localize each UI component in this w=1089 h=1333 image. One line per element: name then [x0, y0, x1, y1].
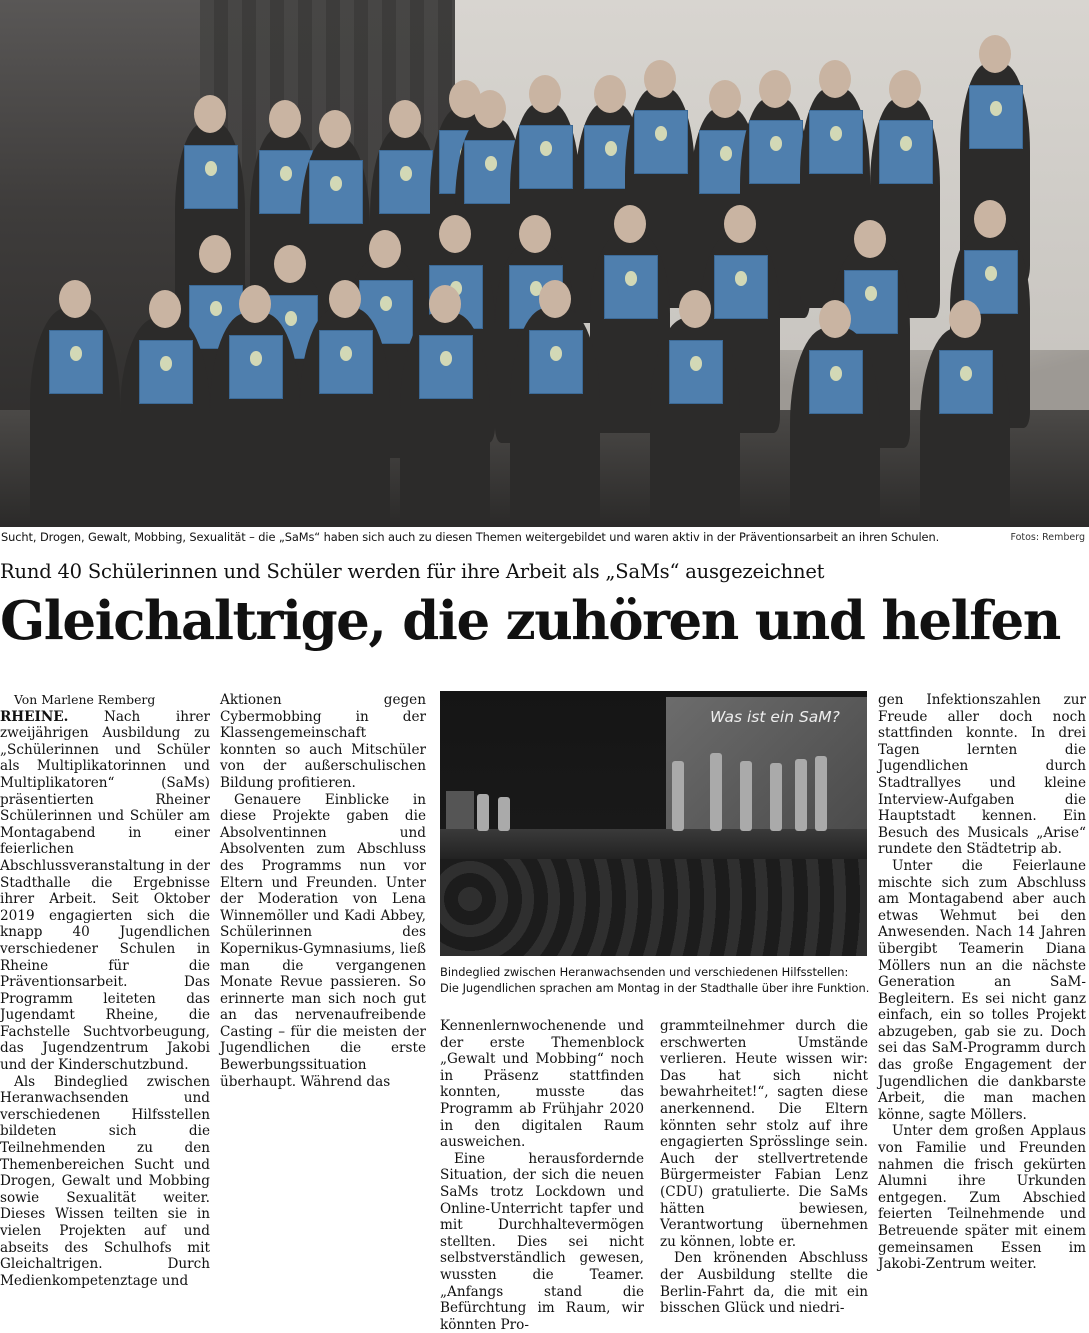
paragraph: Kennenlernwochenende und der erste Themenblock „Gewalt und Mobbing“ noch in Präsenz stattfinden konnten, musste das Programm ab Frühjahr 2020 in den digitalen Raum ausweichen.: [440, 1018, 644, 1151]
person-head: [889, 70, 921, 108]
article-column-5: [878, 692, 1086, 1273]
certificate-folder: [184, 145, 238, 209]
stage-person: [477, 794, 489, 831]
byline: Von Marlene Remberg: [14, 692, 156, 707]
person-head: [724, 205, 756, 243]
stage-person: [498, 797, 510, 831]
person-head: [594, 75, 626, 113]
person-head: [539, 280, 571, 318]
person-head: [194, 95, 226, 133]
person-head: [819, 300, 851, 338]
person-head: [274, 245, 306, 283]
certificate-folder: [749, 120, 803, 184]
stage-photo-caption: Bindeglied zwischen Heranwachsenden und verschiedenen Hilfsstellen: Die Jugendlichen sprachen am Montag in der Stadthalle über ihre Funktion.: [440, 965, 870, 995]
article-column-4: [660, 1018, 868, 1317]
certificate-folder: [634, 110, 688, 174]
certificate-folder: [809, 350, 863, 414]
dateline: RHEINE.: [0, 708, 69, 725]
person-head: [149, 290, 181, 328]
person-head: [389, 100, 421, 138]
certificate-folder: [49, 330, 103, 394]
certificate-folder: [229, 335, 283, 399]
photo-credit: Fotos: Remberg: [1010, 532, 1085, 543]
stage-floor: [440, 829, 867, 859]
certificate-folder: [139, 340, 193, 404]
person-head: [679, 290, 711, 328]
person-head: [854, 220, 886, 258]
paragraph: Eine herausfordernde Situation, der sich die neuen SaMs trotz Lockdown und Online-Unterricht tapfer und mit Durchhaltevermögen stellten. Dies sei nicht selbstverständlich gewesen, wussten die Teamer. „Anfangs stand die Befürchtung im Raum, wir könnten Pro-: [440, 1150, 644, 1333]
subheadline: Rund 40 Schülerinnen und Schüler werden für ihre Arbeit als „SaMs“ ausgezeichnet: [0, 560, 825, 583]
certificate-folder: [809, 110, 863, 174]
person-head: [519, 215, 551, 253]
person-head: [474, 90, 506, 128]
person-head: [949, 300, 981, 338]
article-column-3: [440, 1018, 644, 1333]
person-head: [239, 285, 271, 323]
stage-person: [815, 756, 827, 831]
person-head: [369, 230, 401, 268]
person-head: [979, 35, 1011, 73]
paragraph: gen Infektionszahlen zur Freude aller doch noch stattfinden konnte. In drei Tagen lernten die Jugendlichen durch Stadtrallyes und kleine Interview-Aufgaben die Hauptstadt kennen. Ein Besuch des Musicals „Arise“ rundete den Städtetrip ab.: [878, 692, 1086, 858]
stage-person: [672, 761, 684, 831]
certificate-folder: [519, 125, 573, 189]
person-head: [529, 75, 561, 113]
person-head: [439, 215, 471, 253]
paragraph: Als Bindeglied zwischen Heranwachsenden und verschiedenen Hilfsstellen bildeten sich die Teilnehmenden zu den Themenbereichen Sucht und Drogen, Gewalt und Mobbing sowie Sexualität weiter. Dieses Wissen teilten sie in vielen Projekten auf und abseits des Schulhofs mit Gleichaltrigen. Durch Medienkompetenztage und: [0, 1073, 210, 1289]
certificate-folder: [939, 350, 993, 414]
person-head: [319, 110, 351, 148]
certificate-folder: [844, 270, 898, 334]
certificate-folder: [879, 120, 933, 184]
caption-row: [0, 530, 1089, 548]
certificate-folder: [669, 340, 723, 404]
certificate-folder: [714, 255, 768, 319]
lectern: [446, 791, 474, 831]
person-head: [974, 200, 1006, 238]
stage-person: [795, 759, 807, 831]
certificate-folder: [319, 330, 373, 394]
stage-person: [710, 753, 722, 831]
stage-photo: [440, 691, 867, 956]
person-head: [644, 60, 676, 98]
stage-person: [770, 763, 782, 831]
audience: [440, 859, 867, 956]
certificate-folder: [969, 85, 1023, 149]
person-head: [614, 205, 646, 243]
paragraph: Unter die Feierlaune mischte sich zum Abschluss am Montagabend aber auch etwas Wehmut bei den Anwesenden. Nach 14 Jahren übergibt Teamerin Diana Möllers nun an die nächste Generation an SaM-Begleitern. Es sei nicht ganz einfach, ein so tolles Projekt abzugeben, gab sie zu. Doch sei das SaM-Programm durch das große Engagement der Jugendlichen die dankbarste Arbeit, die man machen könne, sagte Möllers.: [878, 857, 1086, 1123]
person-head: [329, 280, 361, 318]
person-head: [709, 80, 741, 118]
stage-screen-text: Was ist ein SaM?: [710, 708, 840, 726]
paragraph: grammteilnehmer durch die erschwerten Umstände verlieren. Heute wissen wir: Das hat sich nicht bewahrheitet!“, sagten diese anerkennend. Die Eltern könnten sehr stolz auf ihre engagierten Sprösslinge sein. Auch der stellvertretende Bürgermeister Fabian Lenz (CDU) gratulierte. Die SaMs hätten bewiesen, Verantwortung übernehmen zu können, lobte er.: [660, 1018, 868, 1250]
paragraph: Unter dem großen Applaus von Familie und Freunden nahmen die frisch gekürten Alumni ihre Urkunden entgegen. Zum Abschied feierten Teilnehmende und Betreuende später mit einem gemeinsamen Essen im Jakobi-Zentrum weiter.: [878, 1123, 1086, 1273]
paragraph: [0, 709, 210, 1074]
person-head: [269, 100, 301, 138]
person-head: [759, 70, 791, 108]
paragraph: Genauere Einblicke in diese Projekte gaben die Absolventinnen und Absolventen zum Abschluss des Programms nun vor Eltern und Freunden. Unter der Moderation von Lena Winnemöller und Kadi Abbey, Schülerinnen des Kopernikus-Gymnasiums, ließ man die vergangenen Monate Revue passieren. So erinnerte man sich noch gut an das nervenaufreibende Casting – für die meisten der Jugendlichen die erste Bewerbungssituation überhaupt. Während das: [220, 791, 426, 1090]
article-column-1: [0, 692, 210, 1289]
certificate-folder: [604, 255, 658, 319]
photo-caption: Sucht, Drogen, Gewalt, Mobbing, Sexualität – die „SaMs“ haben sich auch zu diesen Themen weitergebildet und waren aktiv in der Präventionsarbeit an ihren Schulen.: [1, 530, 940, 544]
person-head: [199, 235, 231, 273]
paragraph-text: Nach ihrer zweijährigen Ausbildung zu „Schülerinnen und Schüler als Multiplikatorinnen und Multiplikatoren“ (SaMs) präsentierten Rheiner Schülerinnen und Schüler am Montagabend in einer feierlichen Abschlussveranstaltung in der Stadthalle die Ergebnisse ihrer Arbeit. Seit Oktober 2019 engagierten sich die knapp 40 Jugendlichen verschiedener Schulen in Rheine für die Präventionsarbeit. Das Programm leiteten das Jugendamt Rheine, die Fachstelle Suchtvorbeugung, das Jugendzentrum Jakobi und der Kinderschutzbund.: [0, 708, 210, 1074]
paragraph: Aktionen gegen Cybermobbing in der Klassengemeinschaft konnten so auch Mitschüler von der außerschulischen Bildung profitieren.: [220, 692, 426, 791]
certificate-folder: [529, 330, 583, 394]
group-photo: [0, 0, 1089, 527]
paragraph: Den krönenden Abschluss der Ausbildung stellte die Berlin-Fahrt da, die mit ein bisschen Glück und niedri-: [660, 1250, 868, 1317]
stage-person: [740, 761, 752, 831]
certificate-folder: [379, 150, 433, 214]
person-head: [429, 285, 461, 323]
article-column-2: [220, 692, 426, 1090]
person-head: [59, 280, 91, 318]
certificate-folder: [419, 335, 473, 399]
certificate-folder: [309, 160, 363, 224]
person-head: [819, 60, 851, 98]
headline: Gleichaltrige, die zuhören und helfen: [0, 590, 1060, 652]
